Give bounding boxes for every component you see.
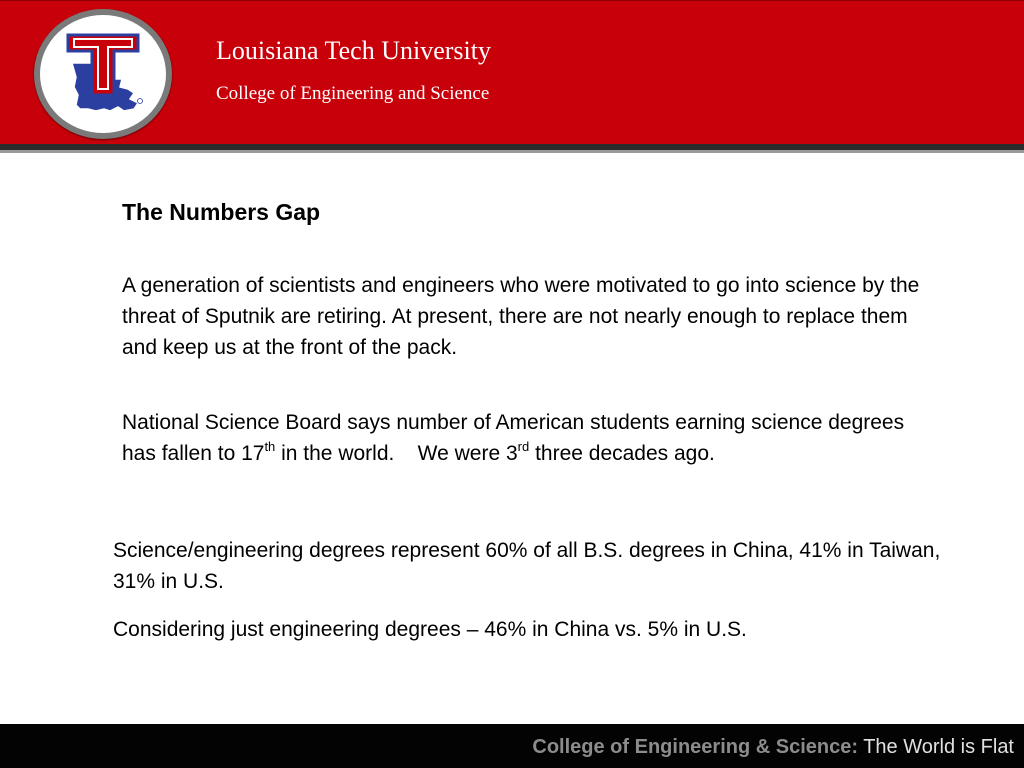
superscript-th: th [264, 439, 276, 454]
paragraph-engineering-share: Considering just engineering degrees – 46% in China vs. 5% in U.S. [113, 618, 747, 641]
college-name: College of Engineering and Science [216, 83, 490, 104]
footer-college: College of Engineering & Science: [532, 736, 859, 758]
nsb-text-1: National Science Board says number of American students earning science degrees has fallen to 17 [122, 411, 905, 465]
paragraph-degree-share: Science/engineering degrees represent 60% of all B.S. degrees in China, 41% in Taiwan, 31% in U.S. [113, 539, 941, 593]
footer-bar [0, 724, 1024, 768]
header-banner [0, 0, 1024, 144]
superscript-rd: rd [517, 439, 530, 454]
nsb-text-2: in the world. We were 3 [275, 442, 518, 465]
footer-text [532, 734, 1014, 760]
slide-title: The Numbers Gap [122, 199, 321, 225]
university-name: Louisiana Tech University [216, 36, 491, 65]
nsb-text-3: three decades ago. [529, 442, 715, 465]
paragraph-nsb [122, 407, 922, 471]
header-divider-accent [0, 150, 1024, 153]
la-tech-logo-icon [60, 29, 146, 119]
logo-badge [34, 9, 172, 139]
footer-tagline: The World is Flat [858, 736, 1014, 758]
paragraph-sputnik: A generation of scientists and engineers who were motivated to go into science by the threat of Sputnik are retiring. At present, there are not nearly enough to replace them and keep us at the front of the pack. [122, 274, 920, 359]
